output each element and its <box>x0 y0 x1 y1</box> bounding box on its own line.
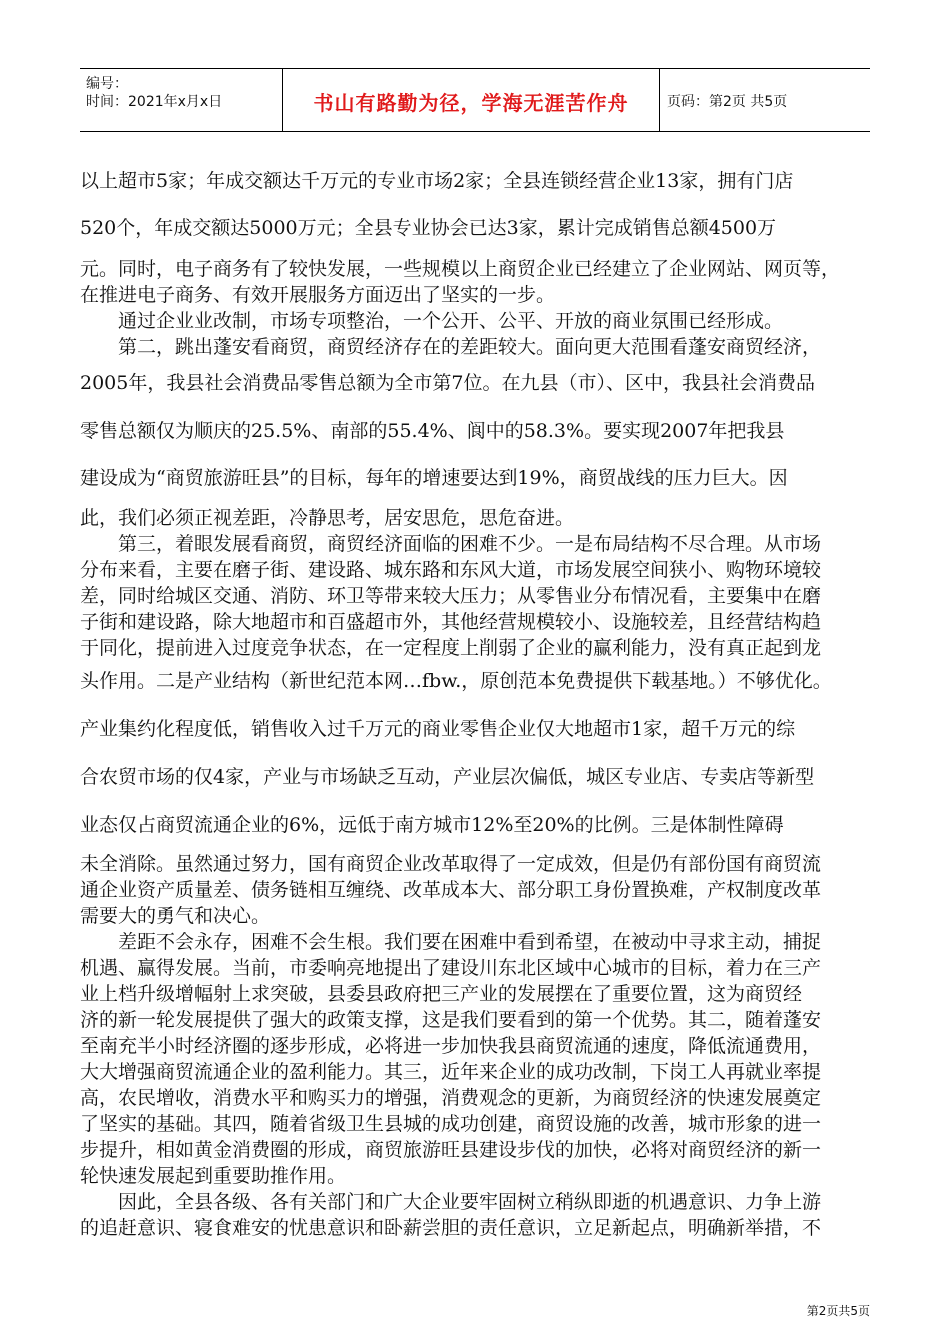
body-line: 轮快速发展起到重要助推作用。 <box>80 1165 347 1187</box>
document-header <box>80 68 870 132</box>
header-motto: 书山有路勤为径，学海无涯苦作舟 <box>313 91 629 115</box>
body-line: 合农贸市场的仅4家，产业与市场缺乏互动，产业层次偏低，城区专业店、专卖店等新型 <box>80 766 815 788</box>
body-line: 520个，年成交额达5000万元；全县专业协会已达3家，累计完成销售总额4500万 <box>80 217 777 239</box>
body-line: 产业集约化程度低，销售收入过千万元的商业零售企业仅大地超市1家，超千万元的综 <box>80 718 796 740</box>
header-meta-cell <box>80 69 281 131</box>
body-line: 以上超市5家；年成交额达千万元的专业市场2家；全县连锁经营企业13家，拥有门店 <box>80 170 794 192</box>
body-line: 于同化，提前进入过度竞争状态，在一定程度上削弱了企业的赢利能力，没有真正起到龙 <box>80 637 822 659</box>
body-line: 通企业资产质量差、债务链相互缠绕、改革成本大、部分职工身份置换难，产权制度改革 <box>80 879 822 901</box>
document-number-label: 编号： <box>86 76 128 92</box>
body-line: 步提升，相如黄金消费圈的形成，商贸旅游旺县建设步伐的加快，必将对商贸经济的新一 <box>80 1139 822 1161</box>
body-line: 第三，着眼发展看商贸，商贸经济面临的困难不少。一是布局结构不尽合理。从市场 <box>118 533 822 555</box>
header-page-cell <box>659 69 870 131</box>
body-line: 分布来看，主要在磨子街、建设路、城东路和东风大道，市场发展空间狭小、购物环境较 <box>80 559 822 581</box>
body-line: 通过企业业改制，市场专项整治，一个公开、公平、开放的商业氛围已经形成。 <box>118 310 784 332</box>
body-line: 差，同时给城区交通、消防、环卫等带来较大压力；从零售业分布情况看，主要集中在磨 <box>80 585 822 607</box>
body-line: 建设成为“商贸旅游旺县”的目标，每年的增速要达到19%，商贸战线的压力巨大。因 <box>80 467 788 489</box>
body-line: 的追赶意识、寝食难安的忧患意识和卧薪尝胆的责任意识，立足新起点，明确新举措，不 <box>80 1217 822 1239</box>
header-motto-cell <box>282 69 660 131</box>
body-line: 机遇、赢得发展。当前，市委响亮地提出了建设川东北区域中心城市的目标，着力在三产 <box>80 957 822 979</box>
body-line: 高，农民增收，消费水平和购买力的增强，消费观念的更新，为商贸经济的快速发展奠定 <box>80 1087 822 1109</box>
body-line: 了坚实的基础。其四，随着省级卫生县城的成功创建，商贸设施的改善，城市形象的进一 <box>80 1113 822 1135</box>
body-line: 未全消除。虽然通过努力，国有商贸企业改革取得了一定成效，但是仍有部份国有商贸流 <box>80 853 822 875</box>
body-line: 至南充半小时经济圈的逐步形成，必将进一步加快我县商贸流通的速度，降低流通费用， <box>80 1035 822 1057</box>
body-line: 需要大的勇气和决心。 <box>80 905 271 927</box>
document-time-label: 时间：2021年x月x日 <box>86 94 223 110</box>
body-line: 大大增强商贸流通企业的盈利能力。其三，近年来企业的成功改制，下岗工人再就业率提 <box>80 1061 822 1083</box>
body-line: 因此，全县各级、各有关部门和广大企业要牢固树立稍纵即逝的机遇意识、力争上游 <box>118 1191 822 1213</box>
body-line: 业上档升级增幅射上求突破，县委县政府把三产业的发展摆在了重要位置，这为商贸经 <box>80 983 803 1005</box>
body-line: 此，我们必须正视差距，冷静思考，居安思危，思危奋进。 <box>80 507 575 529</box>
body-line: 业态仅占商贸流通企业的6%，远低于南方城市12%至20%的比例。三是体制性障碍 <box>80 814 784 836</box>
body-line: 济的新一轮发展提供了强大的政策支撑，这是我们要看到的第一个优势。其二，随着蓬安 <box>80 1009 822 1031</box>
body-line: 子街和建设路，除大地超市和百盛超市外，其他经营规模较小、设施较差，且经营结构趋 <box>80 611 822 633</box>
page-footer: 第2页共5页 <box>806 1304 870 1318</box>
body-line: 差距不会永存，困难不会生根。我们要在困难中看到希望，在被动中寻求主动，捕捉 <box>118 931 822 953</box>
body-line: 2005年，我县社会消费品零售总额为全市第7位。在九县（市）、区中，我县社会消费品 <box>80 372 815 394</box>
body-line: 元。同时，电子商务有了较快发展，一些规模以上商贸企业已经建立了企业网站、网页等， <box>80 258 841 280</box>
body-line: 第二，跳出蓬安看商贸，商贸经济存在的差距较大。面向更大范围看蓬安商贸经济， <box>118 336 822 358</box>
body-line: 在推进电子商务、有效开展服务方面迈出了坚实的一步。 <box>80 284 556 306</box>
body-line: 零售总额仅为顺庆的25.5%、南部的55.4%、阆中的58.3%。要实现2007年把我县 <box>80 420 785 442</box>
body-line: 头作用。二是产业结构（新世纪范本网…fbw.，原创范本免费提供下载基地。）不够优化。 <box>80 670 832 692</box>
header-page-code: 页码：第2页 共5页 <box>667 94 788 110</box>
